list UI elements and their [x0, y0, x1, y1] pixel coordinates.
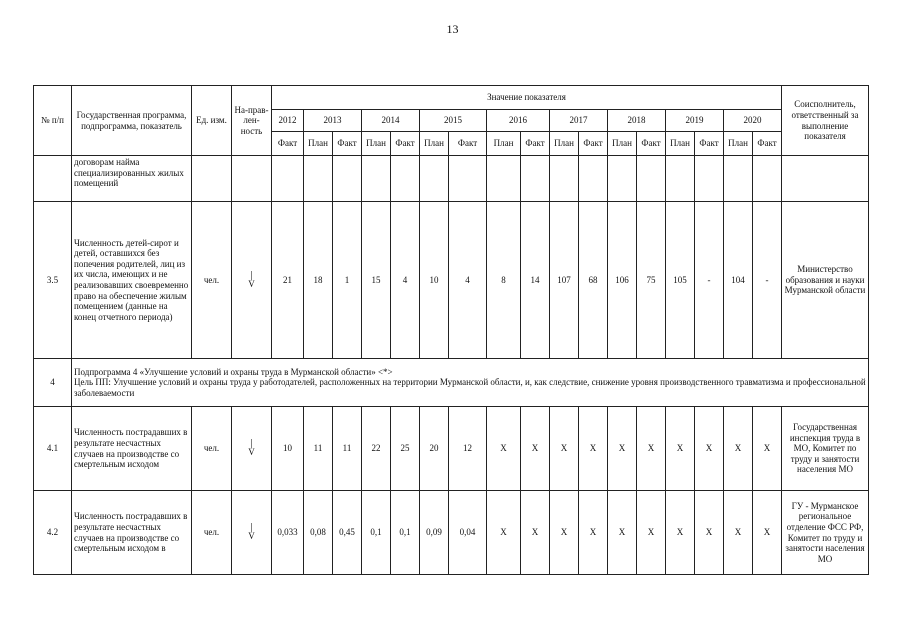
value-cell: X [637, 491, 666, 575]
indicator-name: Численность пострадавших в результате несчастных случаев на производстве со смертельным исходом [72, 407, 192, 491]
value-cell: 18 [304, 202, 333, 359]
value-cell [724, 156, 753, 202]
indicator-name: Численность детей-сирот и детей, оставшихся без попечения родителей, лиц из их числа, имеющих и не реализовавших своевременно право на обеспечение жилым помещением (данные на конец отчетного периода) [72, 202, 192, 359]
subheader-fact: Факт [695, 132, 724, 156]
subheader-fact: Факт [272, 132, 304, 156]
value-cell: 1 [333, 202, 362, 359]
subheader-plan: План [724, 132, 753, 156]
value-cell: 11 [333, 407, 362, 491]
value-cell: 105 [666, 202, 695, 359]
value-cell: 0,45 [333, 491, 362, 575]
value-cell [420, 156, 449, 202]
value-cell: 107 [550, 202, 579, 359]
value-cell [579, 156, 608, 202]
value-cell: 0,08 [304, 491, 333, 575]
subheader-plan: План [550, 132, 579, 156]
subheader-fact: Факт [637, 132, 666, 156]
value-cell [521, 156, 550, 202]
value-cell [487, 156, 521, 202]
year-2018: 2018 [608, 110, 666, 132]
row-direction [232, 491, 272, 575]
value-cell: X [579, 407, 608, 491]
value-cell: 14 [521, 202, 550, 359]
value-cell: 106 [608, 202, 637, 359]
value-cell: 15 [362, 202, 391, 359]
subprogram-title: Подпрограмма 4 «Улучшение условий и охраны труда в Мурманской области» <*> [74, 366, 393, 377]
down-arrow-icon: | V [248, 521, 255, 542]
value-cell: X [550, 407, 579, 491]
value-cell: 8 [487, 202, 521, 359]
value-cell: 68 [579, 202, 608, 359]
header-unit: Ед. изм. [192, 86, 232, 156]
value-cell: - [695, 202, 724, 359]
year-2017: 2017 [550, 110, 608, 132]
header-executor: Соисполнитель, ответственный за выполнение показателя [782, 86, 869, 156]
subheader-fact: Факт [391, 132, 420, 156]
row-num [34, 156, 72, 202]
value-cell: X [724, 491, 753, 575]
table-row [34, 407, 869, 491]
row-num: 4.2 [34, 491, 72, 575]
value-cell: - [753, 202, 782, 359]
row-unit: чел. [192, 407, 232, 491]
subprogram-description [72, 359, 869, 407]
row-unit: чел. [192, 202, 232, 359]
value-cell: 0,033 [272, 491, 304, 575]
value-cell: X [753, 407, 782, 491]
value-cell [637, 156, 666, 202]
row-num: 3.5 [34, 202, 72, 359]
row-num: 4.1 [34, 407, 72, 491]
year-2016: 2016 [487, 110, 550, 132]
year-2012: 2012 [272, 110, 304, 132]
value-cell: X [487, 407, 521, 491]
row-executor: Государственная инспекция труда в МО, Комитет по труду и занятости населения МО [782, 407, 869, 491]
subheader-plan: План [666, 132, 695, 156]
value-cell: X [753, 491, 782, 575]
value-cell [272, 156, 304, 202]
value-cell [333, 156, 362, 202]
value-cell: X [550, 491, 579, 575]
value-cell: 4 [391, 202, 420, 359]
value-cell: X [487, 491, 521, 575]
row-executor: Министерство образования и науки Мурманской области [782, 202, 869, 359]
value-cell [449, 156, 487, 202]
indicator-name: Численность пострадавших в результате несчастных случаев на производстве со смертельным исходом в [72, 491, 192, 575]
value-cell: 22 [362, 407, 391, 491]
table-row [34, 202, 869, 359]
value-cell [695, 156, 724, 202]
value-cell: X [608, 491, 637, 575]
indicators-table [33, 85, 869, 575]
value-cell [666, 156, 695, 202]
row-unit [192, 156, 232, 202]
header-num: № п/п [34, 86, 72, 156]
value-cell [608, 156, 637, 202]
value-cell: 21 [272, 202, 304, 359]
row-direction [232, 202, 272, 359]
value-cell: X [695, 491, 724, 575]
subheader-fact: Факт [579, 132, 608, 156]
subprogram-row [34, 359, 869, 407]
indicator-name: договорам найма специализированных жилых помещений [72, 156, 192, 202]
subheader-fact: Факт [449, 132, 487, 156]
subheader-plan: План [420, 132, 449, 156]
year-2014: 2014 [362, 110, 420, 132]
value-cell: X [521, 407, 550, 491]
subheader-plan: План [608, 132, 637, 156]
row-num: 4 [34, 359, 72, 407]
down-arrow-icon: | V [248, 268, 255, 289]
row-executor: ГУ - Мурманское региональное отделение ФСС РФ, Комитет по труду и занятости населения МО [782, 491, 869, 575]
value-cell: 4 [449, 202, 487, 359]
value-cell: X [637, 407, 666, 491]
value-cell [753, 156, 782, 202]
value-cell: X [666, 407, 695, 491]
subheader-fact: Факт [753, 132, 782, 156]
row-unit: чел. [192, 491, 232, 575]
value-cell: 10 [420, 202, 449, 359]
value-cell: 0,09 [420, 491, 449, 575]
row-executor [782, 156, 869, 202]
value-cell: 0,04 [449, 491, 487, 575]
subheader-plan: План [487, 132, 521, 156]
subheader-plan: План [362, 132, 391, 156]
value-cell: X [608, 407, 637, 491]
row-direction [232, 156, 272, 202]
value-cell: X [521, 491, 550, 575]
value-cell: 11 [304, 407, 333, 491]
year-2013: 2013 [304, 110, 362, 132]
value-cell: 10 [272, 407, 304, 491]
page-number: 13 [446, 22, 459, 36]
value-cell: X [666, 491, 695, 575]
year-2020: 2020 [724, 110, 782, 132]
subheader-fact: Факт [521, 132, 550, 156]
value-cell: 75 [637, 202, 666, 359]
table-row [34, 156, 869, 202]
subheader-plan: План [304, 132, 333, 156]
value-cell: 104 [724, 202, 753, 359]
header-direction: На-прав-лен-ность [232, 86, 272, 156]
value-cell: 0,1 [362, 491, 391, 575]
year-2019: 2019 [666, 110, 724, 132]
value-cell: 12 [449, 407, 487, 491]
row-direction [232, 407, 272, 491]
value-cell [362, 156, 391, 202]
down-arrow-icon: | V [248, 437, 255, 458]
year-2015: 2015 [420, 110, 487, 132]
header-values-title: Значение показателя [272, 86, 782, 110]
value-cell [391, 156, 420, 202]
subprogram-goal: Цель ПП: Улучшение условий и охраны труда у работодателей, расположенных на территории Мурманской области, и, как следствие, снижение уровня производственного травматизма и профессиональной заболеваемости [74, 377, 866, 398]
subheader-fact: Факт [333, 132, 362, 156]
value-cell: X [695, 407, 724, 491]
value-cell [304, 156, 333, 202]
value-cell [550, 156, 579, 202]
header-program: Государственная программа, подпрограмма, показатель [72, 86, 192, 156]
value-cell: 25 [391, 407, 420, 491]
value-cell: X [724, 407, 753, 491]
value-cell: X [579, 491, 608, 575]
value-cell: 20 [420, 407, 449, 491]
value-cell: 0,1 [391, 491, 420, 575]
table-row [34, 491, 869, 575]
